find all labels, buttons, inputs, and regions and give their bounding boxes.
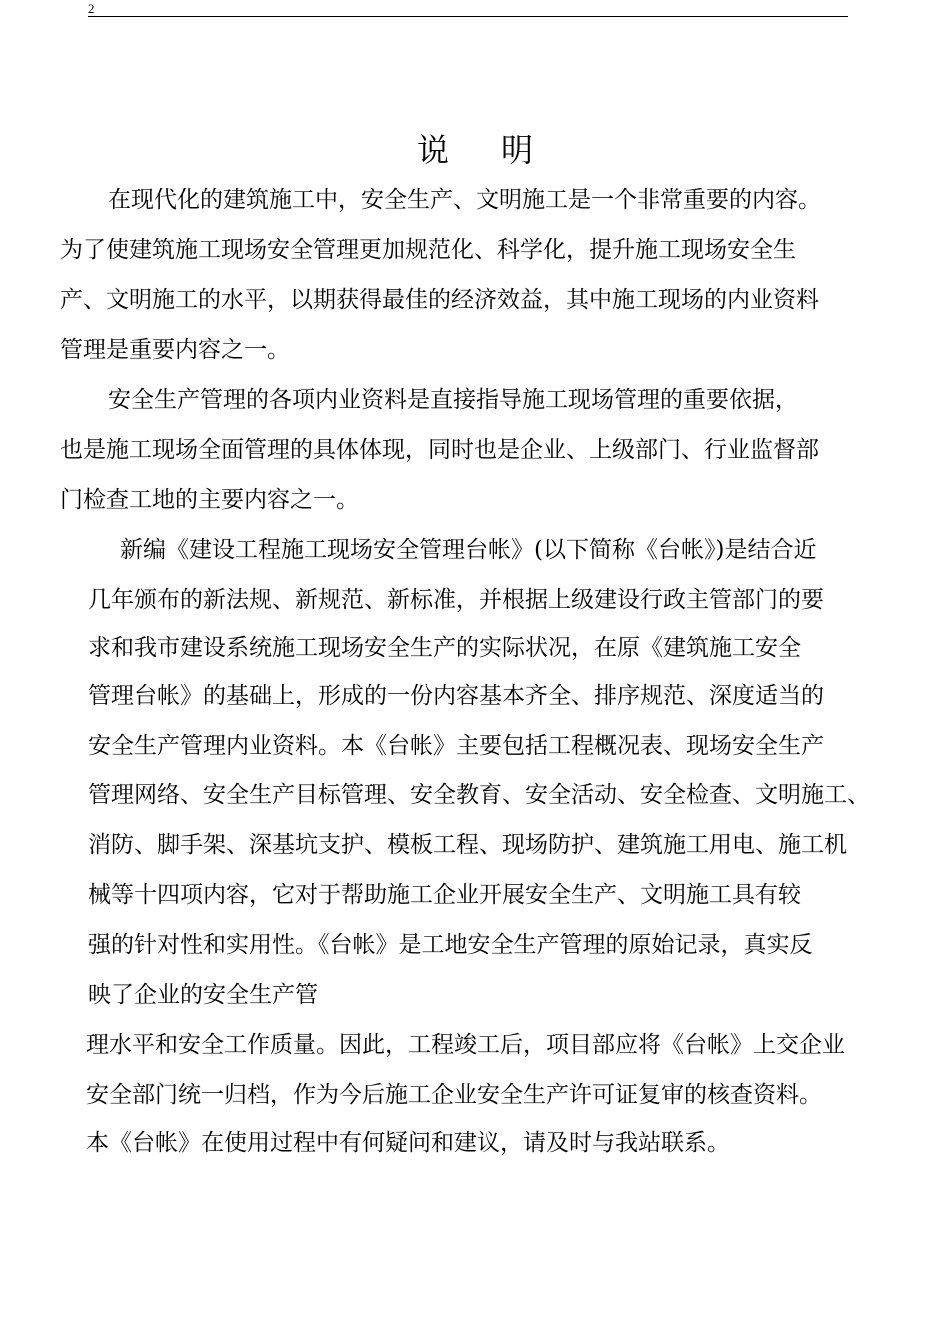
text-line: 产、文明施工的水平，以期获得最佳的经济效益，其中施工现场的内业资料 — [60, 287, 819, 313]
text-line: 理水平和安全工作质量。因此，工程竣工后，项目部应将《台帐》上交企业 — [86, 1032, 845, 1058]
text-line: 安全生产管理的各项内业资料是直接指导施工现场管理的重要依据， — [108, 387, 798, 413]
text-line: 安全部门统一归档，作为今后施工企业安全生产许可证复审的核查资料。 — [86, 1082, 822, 1108]
text-line: 新编《建设工程施工现场安全管理台帐》(以下简称《台帐》)是结合近 — [120, 537, 817, 563]
text-line: 几年颁布的新法规、新规范、新标准，并根据上级建设行政主管部门的要 — [88, 587, 824, 613]
text-line: 消防、脚手架、深基坑支护、模板工程、现场防护、建筑施工用电、施工机 — [88, 832, 847, 858]
text-line: 本《台帐》在使用过程中有何疑问和建议，请及时与我站联系。 — [86, 1130, 730, 1156]
text-line: 在现代化的建筑施工中，安全生产、文明施工是一个非常重要的内容。 — [108, 187, 821, 213]
text-line: 为了使建筑施工现场安全管理更加规范化、科学化，提升施工现场安全生 — [60, 237, 796, 263]
page-number: 2 — [88, 1, 95, 16]
text-line: 强的针对性和实用性。《台帐》是工地安全生产管理的原始记录，真实反 — [88, 932, 813, 958]
text-line: 械等十四项内容，它对于帮助施工企业开展安全生产、文明施工具有较 — [88, 882, 801, 908]
text-line: 门检查工地的主要内容之一。 — [60, 487, 359, 513]
text-line: 映了企业的安全生产管 — [88, 982, 318, 1008]
text-line: 也是施工现场全面管理的具体体现，同时也是企业、上级部门、行业监督部 — [60, 437, 819, 463]
text-line: 管理网络、安全生产目标管理、安全教育、安全活动、安全检查、文明施工、 — [88, 782, 870, 808]
text-line: 求和我市建设系统施工现场安全生产的实际状况，在原《建筑施工安全 — [88, 635, 801, 661]
text-line: 管理台帐》的基础上，形成的一份内容基本齐全、排序规范、深度适当的 — [88, 683, 824, 709]
text-line: 安全生产管理内业资料。本《台帐》主要包括工程概况表、现场安全生产 — [88, 733, 824, 759]
page-title: 说明 — [416, 131, 585, 169]
header-rule — [88, 16, 848, 17]
text-line: 管理是重要内容之一。 — [60, 337, 290, 363]
